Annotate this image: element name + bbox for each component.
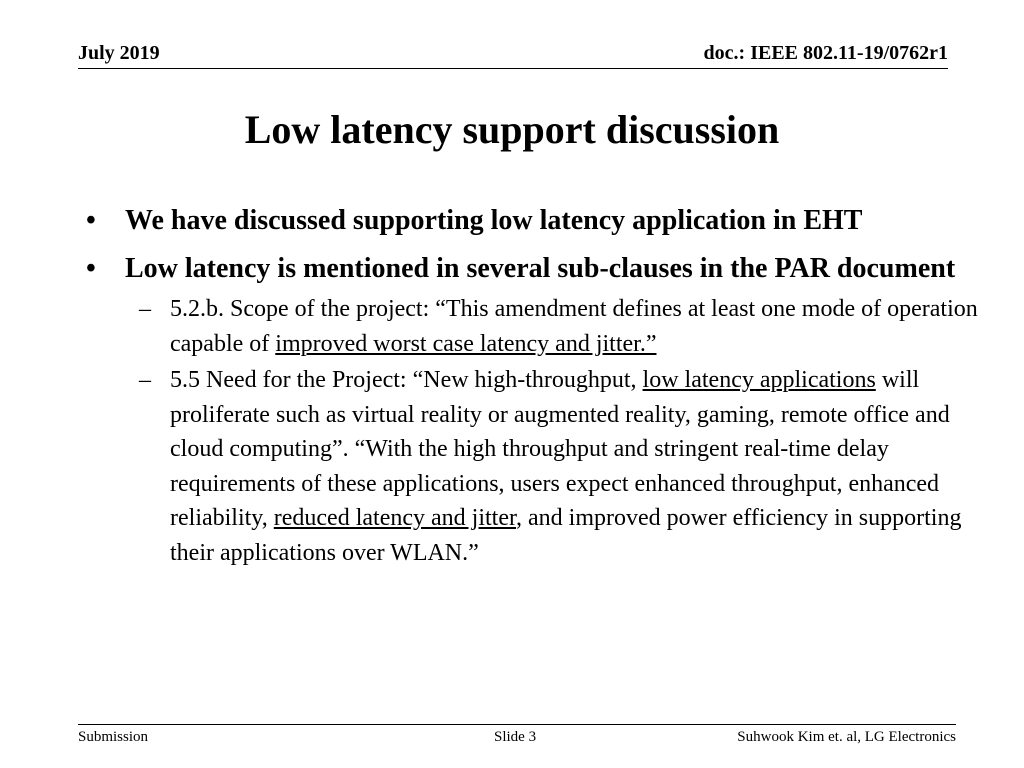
sub-bullet-need <box>125 363 995 570</box>
footer-divider <box>78 724 956 725</box>
bullet-text: Low latency is mentioned in several sub-clauses in the PAR document <box>125 253 956 284</box>
bullet-item <box>80 248 995 570</box>
footer-submission: Submission <box>78 729 149 745</box>
need-text-3: , and improved power efficiency in supporting their applications over WLAN.” <box>170 505 962 566</box>
need-text-1: 5.5 Need for the Project: “New high-throughput, <box>170 367 643 393</box>
need-underlined-1: low latency applications <box>642 367 876 393</box>
bullet-text: We have discussed supporting low latency application in EHT <box>125 205 863 236</box>
header-divider <box>78 68 948 69</box>
sub-bullet-list <box>125 292 995 570</box>
scope-text: 5.2.b. Scope of the project: “This amendment defines at least one mode of operation capable of <box>170 296 978 357</box>
bullet-list <box>80 200 995 576</box>
dash-icon: – <box>139 296 151 322</box>
footer-slide-number: Slide 3 <box>494 729 537 745</box>
header-date: July 2019 <box>78 42 160 64</box>
bullet-icon: • <box>86 205 96 236</box>
footer-authors: Suhwook Kim et. al, LG Electronics <box>737 729 956 745</box>
need-underlined-2: reduced latency and jitter <box>273 505 516 531</box>
header-doc-id: doc.: IEEE 802.11-19/0762r1 <box>703 42 948 64</box>
dash-icon: – <box>139 367 151 393</box>
bullet-item <box>80 200 995 242</box>
sub-bullet-scope <box>125 292 995 361</box>
bullet-icon: • <box>86 253 96 284</box>
scope-underlined-text: improved worst case latency and jitter.” <box>275 330 657 357</box>
slide-title: Low latency support discussion <box>244 107 780 152</box>
need-text-2: will proliferate such as virtual reality or augmented reality, gaming, remote office and cloud computing”. “With the high throughput and stringent real-time delay requirements of these applications, users expect enhanced throughput, enhanced reliability, <box>170 367 950 531</box>
